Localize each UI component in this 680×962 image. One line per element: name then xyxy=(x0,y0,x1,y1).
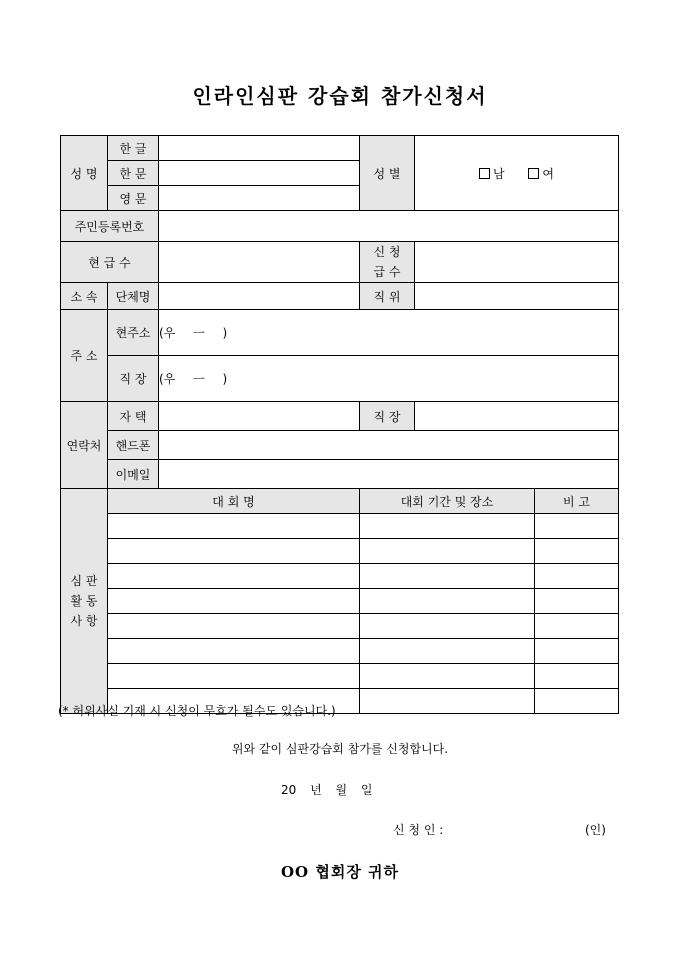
history-cell[interactable] xyxy=(360,664,535,689)
history-cell[interactable] xyxy=(535,589,619,614)
history-cell[interactable] xyxy=(535,514,619,539)
affiliation-label: 소 속 xyxy=(61,283,108,310)
home-postcode: (우 ㅡ ) xyxy=(159,326,228,340)
current-grade-field[interactable] xyxy=(159,242,360,283)
history-cell[interactable] xyxy=(108,664,360,689)
name-hanja-field[interactable] xyxy=(159,161,360,186)
email-field[interactable] xyxy=(159,460,619,489)
column-header-period-venue: 대회 기간 및 장소 xyxy=(360,489,535,514)
organization-label: 단체명 xyxy=(108,283,159,310)
history-cell[interactable] xyxy=(108,539,360,564)
gender-female-label: 여 xyxy=(542,166,555,181)
name-english-label: 영 문 xyxy=(108,186,159,211)
history-cell[interactable] xyxy=(360,614,535,639)
work-address-label: 직 장 xyxy=(108,356,159,402)
history-cell[interactable] xyxy=(535,689,619,714)
name-label: 성 명 xyxy=(61,136,108,211)
checkbox-icon xyxy=(479,168,490,179)
organization-field[interactable] xyxy=(159,283,360,310)
name-hanja-label: 한 문 xyxy=(108,161,159,186)
gender-male-label: 남 xyxy=(493,166,505,181)
history-cell[interactable] xyxy=(108,564,360,589)
history-cell[interactable] xyxy=(108,614,360,639)
history-cell[interactable] xyxy=(360,689,535,714)
home-address-field[interactable] xyxy=(159,310,619,356)
name-hangul-field[interactable] xyxy=(159,136,360,161)
gender-options xyxy=(415,136,619,211)
history-cell[interactable] xyxy=(535,564,619,589)
position-field[interactable] xyxy=(415,283,619,310)
applied-grade-field[interactable] xyxy=(415,242,619,283)
addressee: OO 협회장 귀하 xyxy=(280,863,400,881)
history-cell[interactable] xyxy=(108,514,360,539)
history-cell[interactable] xyxy=(535,539,619,564)
work-postcode: (우 ㅡ ) xyxy=(159,372,228,386)
history-cell[interactable] xyxy=(360,514,535,539)
home-phone-label: 자 택 xyxy=(108,402,159,431)
work-phone-label: 직 장 xyxy=(360,402,415,431)
history-cell[interactable] xyxy=(360,639,535,664)
pledge-text: 위와 같이 심판강습회 참가를 신청합니다. xyxy=(231,742,449,756)
name-english-field[interactable] xyxy=(159,186,360,211)
work-address-field[interactable] xyxy=(159,356,619,402)
checkbox-icon xyxy=(528,168,539,179)
position-label: 직 위 xyxy=(360,283,415,310)
application-form-table xyxy=(60,135,619,714)
form-title: 인라인심판 강습회 참가신청서 xyxy=(192,84,488,108)
history-cell[interactable] xyxy=(360,539,535,564)
resident-number-label: 주민등록번호 xyxy=(61,211,159,242)
history-cell[interactable] xyxy=(535,664,619,689)
applicant-label: 신 청 인 : xyxy=(393,823,444,837)
mobile-label: 핸드폰 xyxy=(108,431,159,460)
applied-grade-label: 신 청 급 수 xyxy=(360,242,415,283)
name-hangul-label: 한 글 xyxy=(108,136,159,161)
address-label: 주 소 xyxy=(61,310,108,402)
false-info-notice: (* 허위사실 기재 시 신청이 무효가 될수도 있습니다.) xyxy=(58,704,336,718)
history-cell[interactable] xyxy=(108,589,360,614)
column-header-remarks: 비 고 xyxy=(535,489,619,514)
history-cell[interactable] xyxy=(535,639,619,664)
column-header-event-name: 대 회 명 xyxy=(108,489,360,514)
home-address-label: 현주소 xyxy=(108,310,159,356)
history-cell[interactable] xyxy=(535,614,619,639)
gender-label: 성 별 xyxy=(360,136,415,211)
home-phone-field[interactable] xyxy=(159,402,360,431)
email-label: 이메일 xyxy=(108,460,159,489)
referee-history-label: 심 판 활 동 사 항 xyxy=(61,489,108,714)
date-line: 20 년 월 일 xyxy=(281,783,373,797)
history-cell[interactable] xyxy=(108,639,360,664)
mobile-field[interactable] xyxy=(159,431,619,460)
history-cell[interactable] xyxy=(360,564,535,589)
current-grade-label: 현 급 수 xyxy=(61,242,159,283)
history-cell[interactable] xyxy=(360,589,535,614)
work-phone-field[interactable] xyxy=(415,402,619,431)
gender-male-option[interactable] xyxy=(479,165,505,182)
resident-number-field[interactable] xyxy=(159,211,619,242)
gender-female-option[interactable] xyxy=(528,165,554,182)
contact-label: 연락처 xyxy=(61,402,108,489)
seal-label: (인) xyxy=(585,823,606,837)
